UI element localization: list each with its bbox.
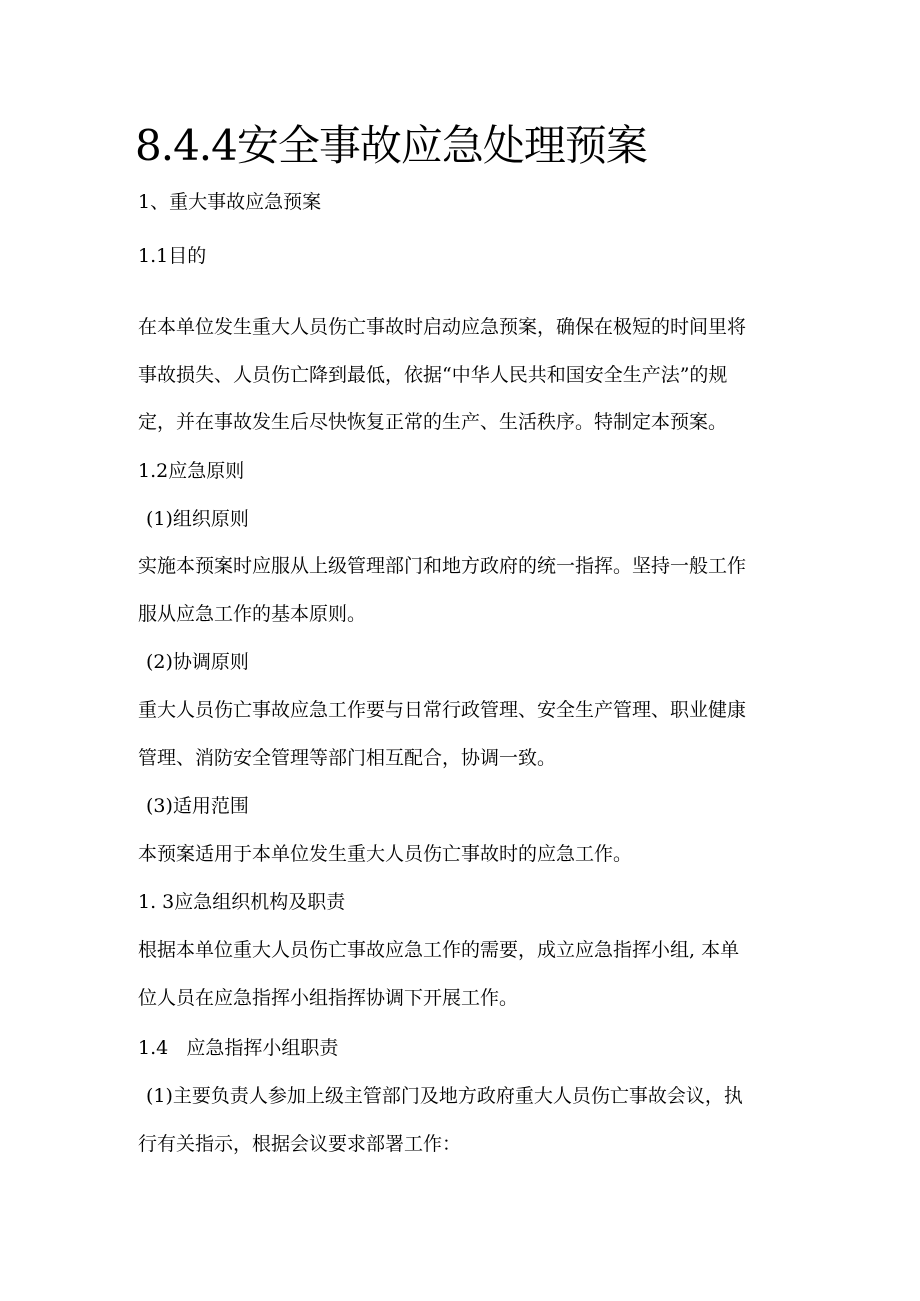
section-heading-1-3: 1. 3应急组织机构及职责 [138,891,346,913]
paragraph-coordination-line-2: 管理、消防安全管理等部门相互配合，协调一致。 [138,747,557,769]
paragraph-duties-line-1: (1)主要负责人参加上级主管部门及地方政府重大人员伤亡事故会议，执 [146,1085,743,1107]
subheading-organization-principle: (1)组织原则 [146,508,249,530]
paragraph-purpose-line-3: 定，并在事故发生后尽快恢复正常的生产、生活秩序。特制定本预案。 [138,411,728,433]
paragraph-scope-line-1: 本预案适用于本单位发生重大人员伤亡事故时的应急工作。 [138,843,633,865]
paragraph-purpose-line-1: 在本单位发生重大人员伤亡事故时启动应急预案，确保在极短的时间里将 [138,316,747,338]
section-heading-1-1: 1.1目的 [138,245,207,267]
section-heading-1: 1、重大事故应急预案 [138,191,322,213]
subheading-coordination-principle: (2)协调原则 [146,651,249,673]
paragraph-duties-line-2: 行有关指示，根据会议要求部署工作： [138,1133,462,1155]
document-title: 8.4.4安全事故应急处理预案 [135,121,647,170]
paragraph-organization-line-1: 实施本预案时应服从上级管理部门和地方政府的统一指挥。坚持一般工作 [138,555,747,577]
paragraph-organization-structure-line-2: 位人员在应急指挥小组指挥协调下开展工作。 [138,987,519,1009]
section-heading-1-4: 1.4 应急指挥小组职责 [138,1037,339,1059]
paragraph-organization-line-2: 服从应急工作的基本原则。 [138,603,367,625]
subheading-scope: (3)适用范围 [146,795,249,817]
paragraph-organization-structure-line-1: 根据本单位重大人员伤亡事故应急工作的需要，成立应急指挥小组, 本单 [138,939,740,961]
paragraph-coordination-line-1: 重大人员伤亡事故应急工作要与日常行政管理、安全生产管理、职业健康 [138,699,747,721]
section-heading-1-2: 1.2应急原则 [138,460,245,482]
paragraph-purpose-line-2: 事故损失、人员伤亡降到最低，依据“中华人民共和国安全生产法”的规 [138,364,728,386]
